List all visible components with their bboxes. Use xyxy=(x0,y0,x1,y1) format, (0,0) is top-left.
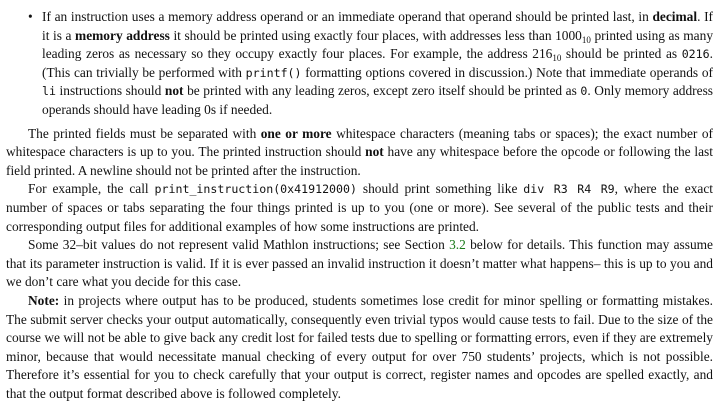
text-run: . Only memory address operands should have leading 0s if needed. xyxy=(42,83,713,117)
text-run: instructions should xyxy=(55,83,165,99)
text-run: whitespace characters (meaning tabs or spaces); the exact number of whitespace characters is up to you. The printed instruction should xyxy=(6,125,713,160)
text-run: printed using as many leading zeros as necessary so they occupy exactly four places. For example, the address 216 xyxy=(42,27,714,62)
paragraph-whitespace-rules xyxy=(6,125,713,181)
text-run: , where the exact number of spaces or tabs separating the four things printed is up to you (one or more). See several of the public tests and their corresponding output files for additional examples of how some instructions are printed. xyxy=(6,181,713,234)
paragraph-note-output xyxy=(6,292,713,404)
text-run: formatting options covered in discussion.) Note that immediate operands of xyxy=(301,64,714,80)
code-zero: 0 xyxy=(580,84,588,99)
code-printf: printf() xyxy=(245,65,302,80)
text-run: Some 32–bit values do not represent valid Mathlon instructions; see Section xyxy=(28,237,450,253)
text-run: If an instruction uses a memory address operand or an immediate operand that operand should be printed last, in xyxy=(42,9,653,24)
bullet-item-operand-printing xyxy=(6,8,713,120)
code-li: li xyxy=(42,84,56,99)
bold-term-not: not xyxy=(365,144,384,160)
text-run: The printed fields must be separated with xyxy=(28,125,261,141)
bold-term-memory-address: memory address xyxy=(75,27,170,43)
text-run: should be printed as xyxy=(561,46,682,62)
text-run: have any whitespace before the opcode or following the last field printed. A newline should not be printed after the instruction. xyxy=(6,144,713,178)
code-example-output: div R3 R4 R9 xyxy=(523,182,615,197)
code-print-instruction-call: print_instruction(0x41912000) xyxy=(154,182,357,197)
subscript-base: 10 xyxy=(581,34,591,45)
code-0216: 0216 xyxy=(681,47,710,62)
text-run: . If it is a xyxy=(42,9,713,43)
bold-term-not: not xyxy=(164,83,184,99)
section-reference-link[interactable]: 3.2 xyxy=(449,237,466,253)
bullet-icon: • xyxy=(28,9,33,24)
subscript-base: 10 xyxy=(552,53,562,64)
paragraph-example-call xyxy=(6,180,713,236)
text-run: below for details. This function may assume that its parameter instruction is valid. If it is ever passed an invalid instruction it doesn’t matter what happens– this is up to you and we don’t care what you decide for this case. xyxy=(6,237,714,290)
bold-term-one-or-more: one or more xyxy=(260,125,332,141)
paragraph-invalid-instructions xyxy=(6,236,713,292)
text-run: . (This can trivially be performed with xyxy=(42,46,713,80)
text-run: For example, the call xyxy=(28,181,155,197)
bold-term-decimal: decimal xyxy=(652,9,698,24)
document-page xyxy=(6,8,713,403)
text-run: should print something like xyxy=(356,181,524,197)
text-run: in projects where output has to be produced, students sometimes lose credit for minor spelling or formatting mistakes. The submit server checks your output automatically, consequently even trivial typos would cause tests to fail. Due to the size of the course we will not be able to give back any credit lost for failed tests due to spelling or formatting errors, even if they are extremely minor, because that would necessitate manual checking of every output for over 750 students’ projects, which is not possible. Therefore it’s essential for you to check carefully that your output is correct, register names and opcodes are spelled exactly, and that the output format described above is followed completely. xyxy=(6,292,713,401)
bold-note-label: Note: xyxy=(28,292,60,308)
text-run: it should be printed using exactly four places, with addresses less than 1000 xyxy=(169,27,582,43)
text-run: be printed with any leading zeros, except zero itself should be printed as xyxy=(183,83,581,99)
